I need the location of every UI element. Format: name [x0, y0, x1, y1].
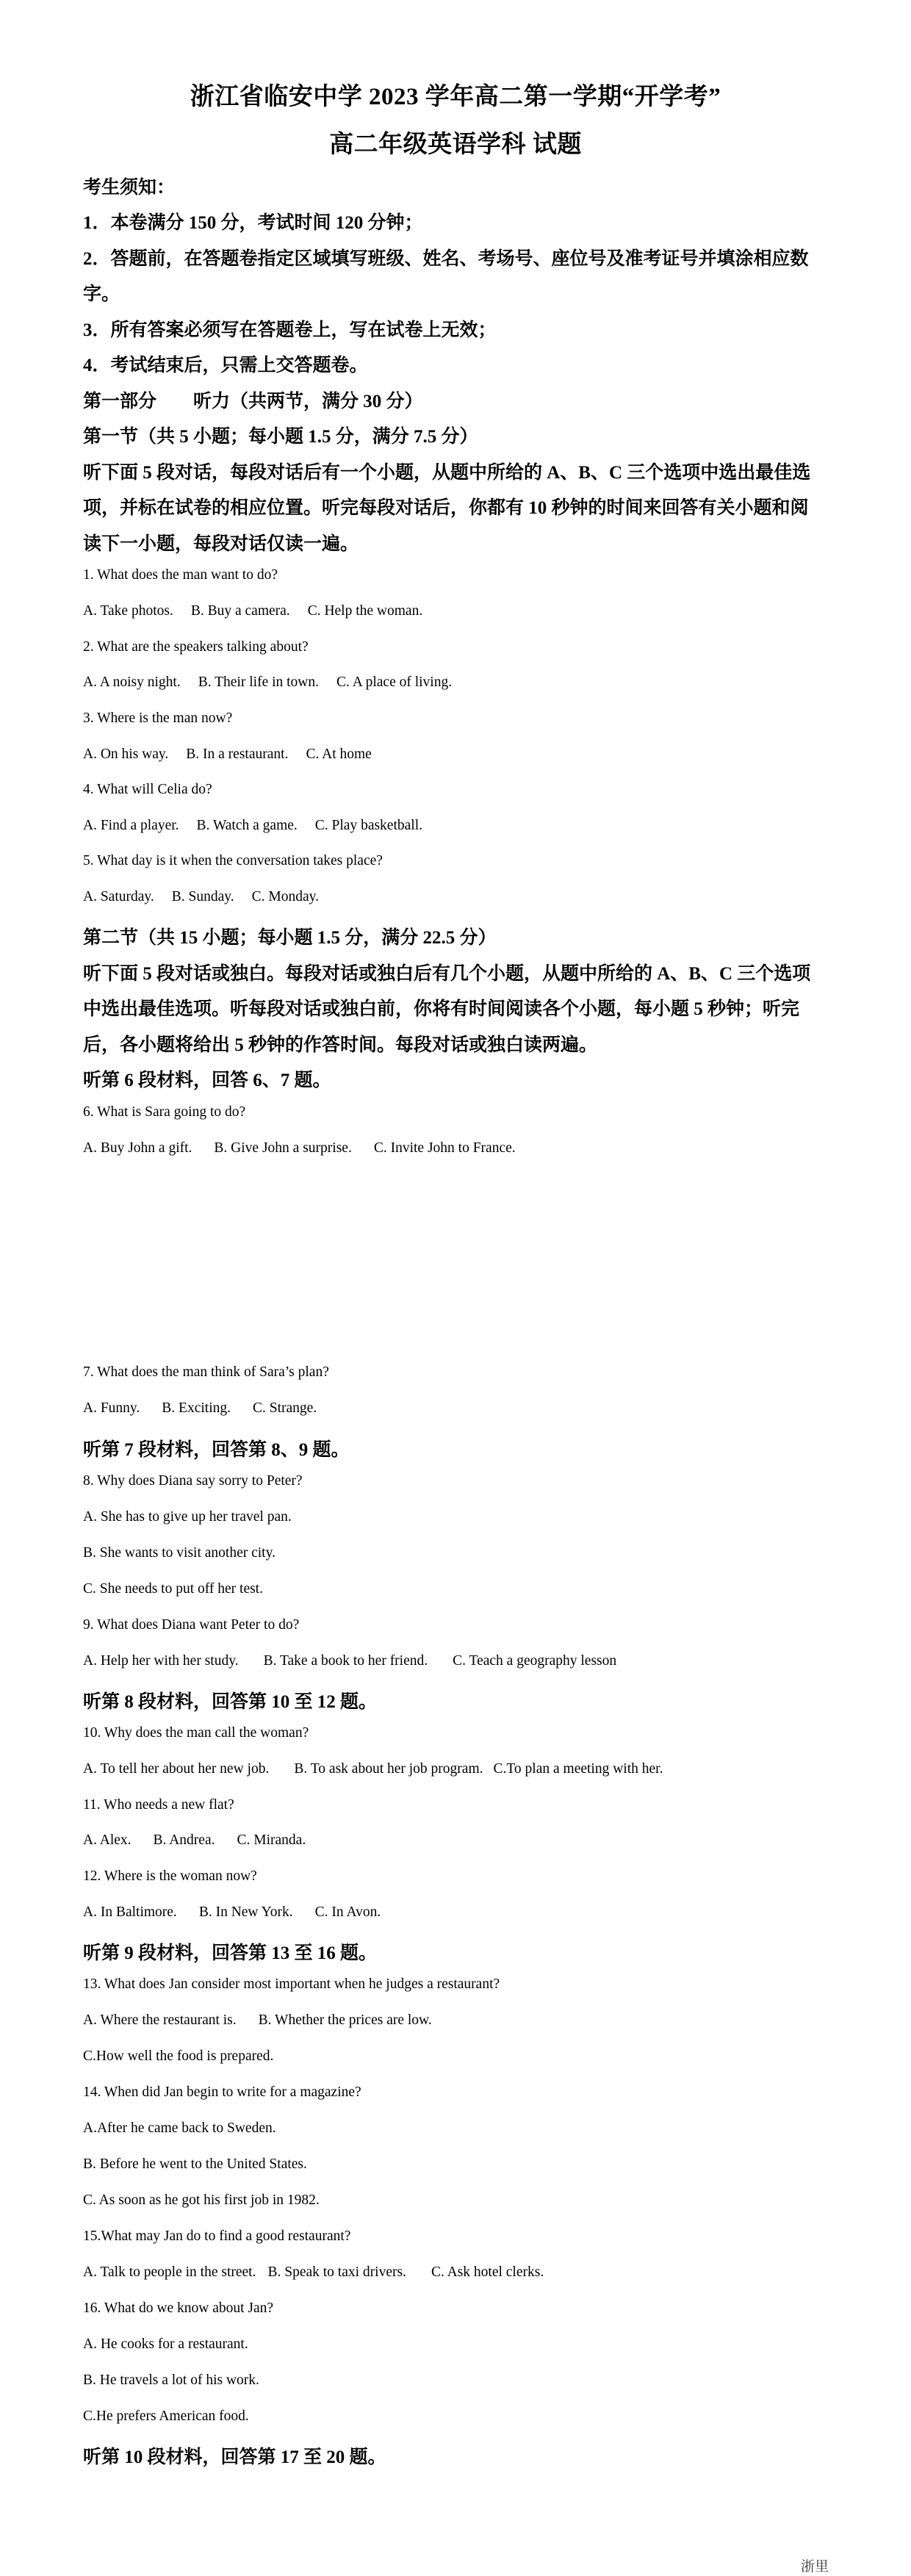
option-b: B. In a restaurant.: [186, 746, 289, 762]
option-a: A. Where the restaurant is.: [83, 2012, 237, 2028]
option-a: A. Take photos.: [83, 603, 173, 619]
question-15-options: [83, 2264, 544, 2281]
option-a: A. Alex.: [83, 1832, 132, 1848]
notice-heading: 考生须知：: [83, 178, 176, 198]
footer-watermark: 浙里: [801, 2559, 829, 2575]
question-13-options: [83, 2012, 432, 2029]
option-b: B. Exciting.: [162, 1400, 231, 1416]
question-7-stem: 7. What does the man think of Sara’s plan?: [83, 1364, 329, 1380]
option-a: A. To tell her about her new job.: [83, 1761, 270, 1777]
option-b: B. Whether the prices are low.: [258, 2012, 432, 2028]
option-a: A. Funny.: [83, 1400, 140, 1416]
option-c: C. Ask hotel clerks.: [431, 2264, 544, 2280]
section2-instruction-2: 中选出最佳选项。听每段对话或独白前，你将有时间阅读各个小题，每小题 5 秒钟；听完: [83, 999, 800, 1019]
section2-instruction-1: 听下面 5 段对话或独白。每段对话或独白后有几个小题，从题中所给的 A、B、C 三个选项: [83, 964, 811, 984]
option-b: B. Their life in town.: [198, 674, 320, 690]
question-14-stem: 14. When did Jan begin to write for a magazine?: [83, 2084, 361, 2100]
option-c: C. At home: [306, 746, 372, 762]
option-c: C. Help the woman.: [307, 603, 423, 619]
question-11-stem: 11. Who needs a new flat?: [83, 1797, 234, 1813]
question-13-stem: 13. What does Jan consider most important when he judges a restaurant?: [83, 1976, 500, 1992]
section1-instruction-3: 读下一小题，每段对话仅读一遍。: [83, 534, 359, 554]
option-a: A. Help her with her study.: [83, 1653, 239, 1669]
question-9-stem: 9. What does Diana want Peter to do?: [83, 1617, 300, 1633]
option-c: C. In Avon.: [314, 1904, 381, 1920]
question-15-stem: 15.What may Jan do to find a good restaurant?: [83, 2228, 351, 2244]
notice-item-2b: 字。: [83, 284, 120, 304]
option-b: B. Buy a camera.: [190, 603, 290, 619]
question-7-options: [83, 1400, 317, 1417]
question-3-options: [83, 746, 372, 763]
question-4-stem: 4. What will Celia do?: [83, 782, 212, 797]
part1-heading: 第一部分 听力（共两节，满分 30 分）: [83, 392, 423, 411]
question-8-option-c: C. She needs to put off her test.: [83, 1581, 263, 1597]
question-16-option-b: B. He travels a lot of his work.: [83, 2372, 259, 2388]
option-a: A. Find a player.: [83, 818, 179, 833]
option-c: C. Miranda.: [237, 1832, 306, 1848]
material-8-heading: 听第 8 段材料，回答第 10 至 12 题。: [83, 1692, 378, 1712]
notice-item-3: 3．所有答案必须写在答题卷上，写在试卷上无效；: [83, 320, 497, 340]
question-14-option-b: B. Before he went to the United States.: [83, 2156, 307, 2172]
exam-title: 浙江省临安中学 2023 学年高二第一学期“开学考”: [190, 84, 721, 110]
option-c: C. Play basketball.: [314, 818, 422, 833]
notice-item-1: 1．本卷满分 150 分，考试时间 120 分钟；: [83, 213, 423, 233]
question-8-stem: 8. Why does Diana say sorry to Peter?: [83, 1473, 303, 1489]
question-9-options: [83, 1653, 616, 1669]
question-2-options: [83, 674, 452, 691]
question-16-option-c: C.He prefers American food.: [83, 2408, 249, 2424]
question-11-options: [83, 1832, 306, 1849]
option-c: C. A place of living.: [336, 674, 453, 690]
option-c: C. Monday.: [251, 889, 319, 904]
option-a: A. Saturday.: [83, 889, 154, 904]
option-b: B. Andrea.: [153, 1832, 215, 1848]
option-b: B. To ask about her job program.: [294, 1761, 483, 1777]
question-5-options: [83, 889, 319, 905]
question-16-option-a: A. He cooks for a restaurant.: [83, 2336, 248, 2352]
question-8-option-a: A. She has to give up her travel pan.: [83, 1509, 292, 1525]
option-c: C. Strange.: [253, 1400, 317, 1416]
material-10-heading: 听第 10 段材料，回答第 17 至 20 题。: [83, 2447, 386, 2467]
option-b: B. Give John a surprise.: [214, 1140, 352, 1156]
section2-heading: 第二节（共 15 小题；每小题 1.5 分，满分 22.5 分）: [83, 928, 497, 948]
question-5-stem: 5. What day is it when the conversation takes place?: [83, 853, 383, 868]
option-b: B. Sunday.: [171, 889, 234, 904]
section1-heading: 第一节（共 5 小题；每小题 1.5 分，满分 7.5 分）: [83, 427, 478, 447]
option-b: B. Take a book to her friend.: [263, 1653, 428, 1669]
question-6-options: [83, 1140, 516, 1156]
section2-instruction-3: 后，各小题将给出 5 秒钟的作答时间。每段对话或独白读两遍。: [83, 1035, 598, 1055]
question-3-stem: 3. Where is the man now?: [83, 710, 233, 726]
option-a: A. In Baltimore.: [83, 1904, 177, 1920]
question-2-stem: 2. What are the speakers talking about?: [83, 639, 309, 655]
question-14-option-a: A.After he came back to Sweden.: [83, 2120, 276, 2136]
material-7-heading: 听第 7 段材料，回答第 8、9 题。: [83, 1440, 350, 1460]
question-12-stem: 12. Where is the woman now?: [83, 1868, 257, 1884]
option-b: B. In New York.: [198, 1904, 293, 1920]
question-10-stem: 10. Why does the man call the woman?: [83, 1725, 309, 1741]
question-14-option-c: C. As soon as he got his first job in 1982.: [83, 2192, 320, 2208]
notice-item-2a: 2．答题前，在答题卷指定区域填写班级、姓名、考场号、座位号及准考证号并填涂相应数: [83, 249, 809, 269]
question-13-option-c: C.How well the food is prepared.: [83, 2048, 274, 2064]
option-b: B. Speak to taxi drivers.: [267, 2264, 406, 2280]
question-8-option-b: B. She wants to visit another city.: [83, 1545, 276, 1561]
material-6-heading: 听第 6 段材料，回答 6、7 题。: [83, 1071, 331, 1090]
exam-subtitle: 高二年级英语学科 试题: [329, 132, 582, 158]
question-16-stem: 16. What do we know about Jan?: [83, 2300, 274, 2316]
question-1-stem: 1. What does the man want to do?: [83, 567, 278, 583]
option-c: C.To plan a meeting with her.: [493, 1761, 663, 1777]
notice-item-4: 4．考试结束后，只需上交答题卷。: [83, 356, 368, 375]
question-10-options: [83, 1761, 663, 1777]
option-c: C. Invite John to France.: [373, 1140, 516, 1156]
question-12-options: [83, 1904, 381, 1921]
option-a: A. Buy John a gift.: [83, 1140, 192, 1156]
section1-instruction-1: 听下面 5 段对话，每段对话后有一个小题，从题中所给的 A、B、C 三个选项中选出最佳选: [83, 463, 811, 483]
question-4-options: [83, 818, 422, 834]
question-6-stem: 6. What is Sara going to do?: [83, 1104, 246, 1120]
question-1-options: [83, 603, 422, 619]
section1-instruction-2: 项，并标在试卷的相应位置。听完每段对话后，你都有 10 秒钟的时间来回答有关小题和阅: [83, 498, 809, 518]
option-a: A. Talk to people in the street.: [83, 2264, 256, 2280]
option-b: B. Watch a game.: [196, 818, 298, 833]
option-a: A. On his way.: [83, 746, 169, 762]
option-c: C. Teach a geography lesson: [453, 1653, 617, 1669]
material-9-heading: 听第 9 段材料，回答第 13 至 16 题。: [83, 1943, 378, 1963]
option-a: A. A noisy night.: [83, 674, 181, 690]
